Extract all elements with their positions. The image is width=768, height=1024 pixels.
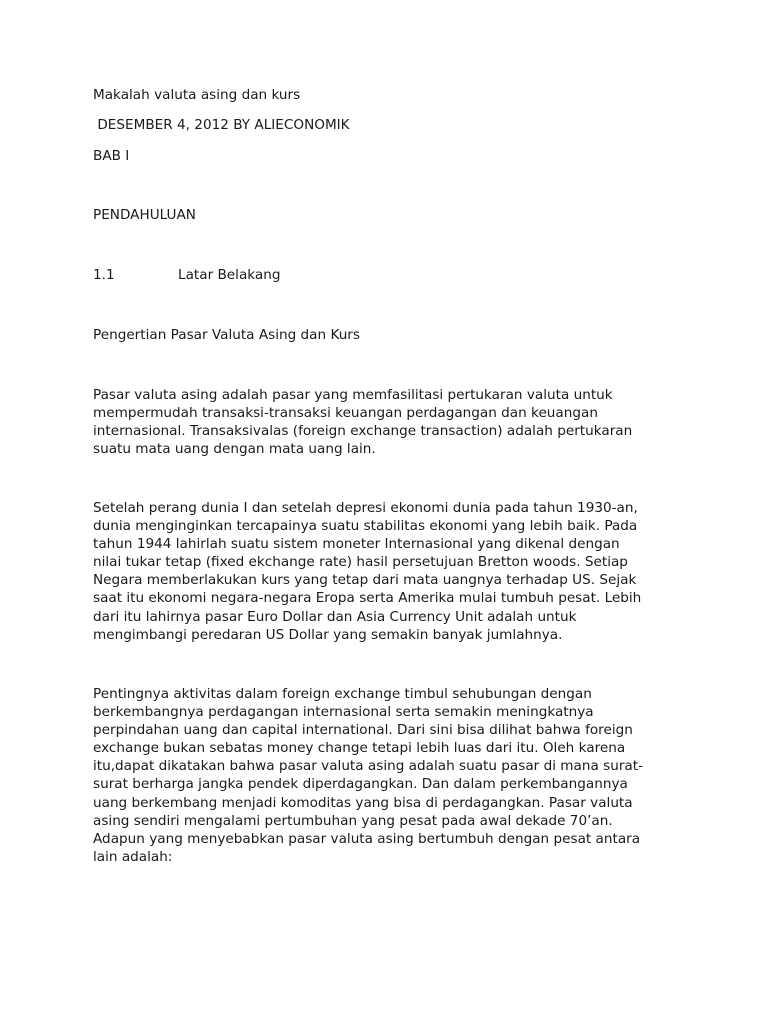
paragraph-1: Pasar valuta asing adalah pasar yang memfasilitasi pertukaran valuta untuk mempermudah transaksi-transaksi keuangan perdagangan dan keuangan internasional. Transaksivalas (foreign exchange transaction) adalah pertukaran suatu mata uang dengan mata uang lain. <box>93 387 633 458</box>
section-title: Latar Belakang <box>178 267 281 283</box>
chapter-label: BAB I <box>93 148 130 164</box>
paragraph-2: Setelah perang dunia I dan setelah depresi ekonomi dunia pada tahun 1930-an, dunia menginginkan tercapainya suatu stabilitas ekonomi yang lebih baik. Pada tahun 1944 lahirlah suatu sistem moneter Internasional yang dikenal dengan nilai tukar tetap (fixed ekchange rate) hasil persetujuan Bretton woods. Setiap Negara memberlakukan kurs yang tetap dari mata uangnya terhadap US. Sejak saat itu ekonomi negara-negara Eropa serta Amerika mulai tumbuh pesat. Lebih dari itu lahirnya pasar Euro Dollar dan Asia Currency Unit adalah untuk mengimbangi peredaran US Dollar yang semakin banyak jumlahnya. <box>93 500 642 643</box>
chapter-title: PENDAHULUAN <box>93 207 196 223</box>
document-title: Makalah valuta asing dan kurs <box>93 87 301 103</box>
section-number: 1.1 <box>93 267 115 283</box>
subheading: Pengertian Pasar Valuta Asing dan Kurs <box>93 327 360 343</box>
paragraph-3: Pentingnya aktivitas dalam foreign exchange timbul sehubungan dengan berkembangnya perdagangan internasional serta semakin meningkatnya perpindahan uang dan capital international. Dari sini bisa dilihat bahwa foreign exchange bukan sebatas money change tetapi lebih luas dari itu. Oleh karena itu,dapat dikatakan bahwa pasar valuta asing adalah suatu pasar di mana surat- surat berharga jangka pendek diperdagangkan. Dan dalam perkembangannya uang berkembang menjadi komoditas yang bisa di perdagangkan. Pasar valuta asing sendiri mengalami pertumbuhan yang pesat pada awal dekade 70’an. Adapun yang menyebabkan pasar valuta asing bertumbuh dengan pesat antara lain adalah: <box>93 686 643 865</box>
document-byline: DESEMBER 4, 2012 BY ALIECONOMIK <box>93 117 350 133</box>
